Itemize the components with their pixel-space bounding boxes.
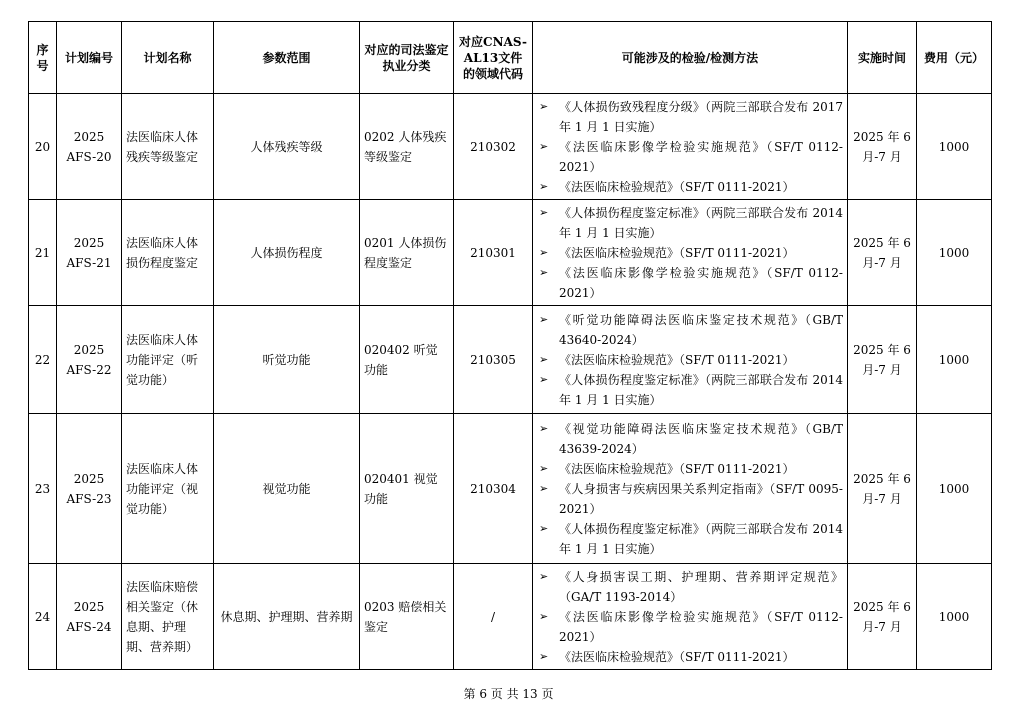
header-cell: 对应CNAS-AL13文件的领域代码 — [454, 22, 533, 94]
arrow-bullet-icon: ➢ — [539, 461, 549, 475]
row-number-cell: 20 — [29, 94, 57, 200]
method-item — [537, 203, 843, 243]
plan-name-cell: 法医临床人体损伤程度鉴定 — [122, 200, 214, 306]
methods-list — [537, 310, 843, 410]
arrow-bullet-icon: ➢ — [539, 521, 549, 535]
method-text: 《人身损害误工期、护理期、营养期评定规范》（GA/T 1193-2014） — [559, 569, 843, 604]
header-cell: 序号 — [29, 22, 57, 94]
method-text: 《人身损害与疾病因果关系判定指南》（SF/T 0095-2021） — [559, 481, 843, 516]
fee-cell: 1000 — [917, 564, 992, 670]
table-body — [29, 94, 992, 670]
method-text: 《人体损伤程度鉴定标准》（两院三部联合发布 2014 年 1 月 1 日实施） — [559, 205, 843, 240]
methods-cell — [533, 414, 848, 564]
method-item — [537, 97, 843, 137]
method-text: 《视觉功能障碍法医临床鉴定技术规范》（GB/T 43639-2024） — [559, 421, 843, 456]
arrow-bullet-icon: ➢ — [539, 99, 549, 113]
header-cell: 可能涉及的检验/检测方法 — [533, 22, 848, 94]
method-item — [537, 350, 843, 370]
method-text: 《法医临床影像学检验实施规范》（SF/T 0112-2021） — [559, 139, 843, 174]
schedule-cell: 2025 年 6 月-7 月 — [848, 414, 917, 564]
row-number-cell: 23 — [29, 414, 57, 564]
row-number-cell: 22 — [29, 306, 57, 414]
judicial-category-cell: 0202 人体残疾等级鉴定 — [360, 94, 454, 200]
methods-list — [537, 97, 843, 197]
methods-list — [537, 419, 843, 559]
schedule-cell: 2025 年 6 月-7 月 — [848, 564, 917, 670]
methods-list — [537, 203, 843, 303]
method-item — [537, 519, 843, 559]
table-row — [29, 200, 992, 306]
header-cell: 计划名称 — [122, 22, 214, 94]
method-item — [537, 459, 843, 479]
fee-cell: 1000 — [917, 200, 992, 306]
arrow-bullet-icon: ➢ — [539, 139, 549, 153]
table-row — [29, 94, 992, 200]
method-item — [537, 137, 843, 177]
schedule-cell: 2025 年 6 月-7 月 — [848, 94, 917, 200]
method-item — [537, 567, 843, 607]
field-code-cell: 210302 — [454, 94, 533, 200]
arrow-bullet-icon: ➢ — [539, 312, 549, 326]
method-text: 《法医临床检验规范》（SF/T 0111-2021） — [559, 461, 795, 476]
method-item — [537, 310, 843, 350]
method-text: 《法医临床检验规范》（SF/T 0111-2021） — [559, 649, 795, 664]
method-item — [537, 479, 843, 519]
plan-name-cell: 法医临床人体功能评定（视觉功能） — [122, 414, 214, 564]
methods-list — [537, 567, 843, 667]
method-text: 《法医临床影像学检验实施规范》（SF/T 0112-2021） — [559, 265, 843, 300]
method-text: 《法医临床检验规范》（SF/T 0111-2021） — [559, 245, 795, 260]
table-row — [29, 414, 992, 564]
plan-name-cell: 法医临床人体功能评定（听觉功能） — [122, 306, 214, 414]
methods-cell — [533, 200, 848, 306]
parameter-scope-cell: 人体损伤程度 — [214, 200, 360, 306]
method-item — [537, 607, 843, 647]
plan-code-cell: 2025 AFS-23 — [57, 414, 122, 564]
arrow-bullet-icon: ➢ — [539, 372, 549, 386]
header-cell: 实施时间 — [848, 22, 917, 94]
plan-name-cell: 法医临床人体残疾等级鉴定 — [122, 94, 214, 200]
methods-cell — [533, 564, 848, 670]
field-code-cell: 210301 — [454, 200, 533, 306]
fee-cell: 1000 — [917, 94, 992, 200]
arrow-bullet-icon: ➢ — [539, 421, 549, 435]
field-code-cell: / — [454, 564, 533, 670]
method-item — [537, 647, 843, 667]
plan-code-cell: 2025 AFS-21 — [57, 200, 122, 306]
method-text: 《人体损伤程度鉴定标准》（两院三部联合发布 2014 年 1 月 1 日实施） — [559, 521, 843, 556]
method-item — [537, 419, 843, 459]
header-cell: 费用（元） — [917, 22, 992, 94]
arrow-bullet-icon: ➢ — [539, 205, 549, 219]
table-header-row — [29, 22, 992, 94]
plan-name-cell: 法医临床赔偿相关鉴定（休息期、护理期、营养期） — [122, 564, 214, 670]
judicial-category-cell: 020401 视觉功能 — [360, 414, 454, 564]
arrow-bullet-icon: ➢ — [539, 179, 549, 193]
plan-code-cell: 2025 AFS-20 — [57, 94, 122, 200]
fee-cell: 1000 — [917, 306, 992, 414]
method-text: 《人体损伤程度鉴定标准》（两院三部联合发布 2014 年 1 月 1 日实施） — [559, 372, 843, 407]
field-code-cell: 210304 — [454, 414, 533, 564]
method-text: 《法医临床检验规范》（SF/T 0111-2021） — [559, 179, 795, 194]
parameter-scope-cell: 视觉功能 — [214, 414, 360, 564]
method-item — [537, 263, 843, 303]
methods-cell — [533, 94, 848, 200]
arrow-bullet-icon: ➢ — [539, 569, 549, 583]
judicial-category-cell: 0203 赔偿相关鉴定 — [360, 564, 454, 670]
fee-cell: 1000 — [917, 414, 992, 564]
judicial-category-cell: 020402 听觉功能 — [360, 306, 454, 414]
methods-cell — [533, 306, 848, 414]
arrow-bullet-icon: ➢ — [539, 481, 549, 495]
schedule-cell: 2025 年 6 月-7 月 — [848, 200, 917, 306]
method-text: 《听觉功能障碍法医临床鉴定技术规范》（GB/T 43640-2024） — [559, 312, 843, 347]
judicial-category-cell: 0201 人体损伤程度鉴定 — [360, 200, 454, 306]
arrow-bullet-icon: ➢ — [539, 245, 549, 259]
method-item — [537, 243, 843, 263]
arrow-bullet-icon: ➢ — [539, 265, 549, 279]
plan-code-cell: 2025 AFS-22 — [57, 306, 122, 414]
plan-table — [28, 21, 992, 670]
field-code-cell: 210305 — [454, 306, 533, 414]
header-cell: 计划编号 — [57, 22, 122, 94]
schedule-cell: 2025 年 6 月-7 月 — [848, 306, 917, 414]
parameter-scope-cell: 人体残疾等级 — [214, 94, 360, 200]
table-row — [29, 306, 992, 414]
method-item — [537, 177, 843, 197]
parameter-scope-cell: 听觉功能 — [214, 306, 360, 414]
method-item — [537, 370, 843, 410]
table-row — [29, 564, 992, 670]
header-cell: 对应的司法鉴定执业分类 — [360, 22, 454, 94]
arrow-bullet-icon: ➢ — [539, 609, 549, 623]
method-text: 《法医临床影像学检验实施规范》（SF/T 0112-2021） — [559, 609, 843, 644]
method-text: 《法医临床检验规范》（SF/T 0111-2021） — [559, 352, 795, 367]
row-number-cell: 21 — [29, 200, 57, 306]
arrow-bullet-icon: ➢ — [539, 649, 549, 663]
page-footer: 第 6 页 共 13 页 — [463, 687, 554, 701]
parameter-scope-cell: 休息期、护理期、营养期 — [214, 564, 360, 670]
arrow-bullet-icon: ➢ — [539, 352, 549, 366]
row-number-cell: 24 — [29, 564, 57, 670]
method-text: 《人体损伤致残程度分级》（两院三部联合发布 2017 年 1 月 1 日实施） — [559, 99, 843, 134]
plan-code-cell: 2025 AFS-24 — [57, 564, 122, 670]
header-cell: 参数范围 — [214, 22, 360, 94]
